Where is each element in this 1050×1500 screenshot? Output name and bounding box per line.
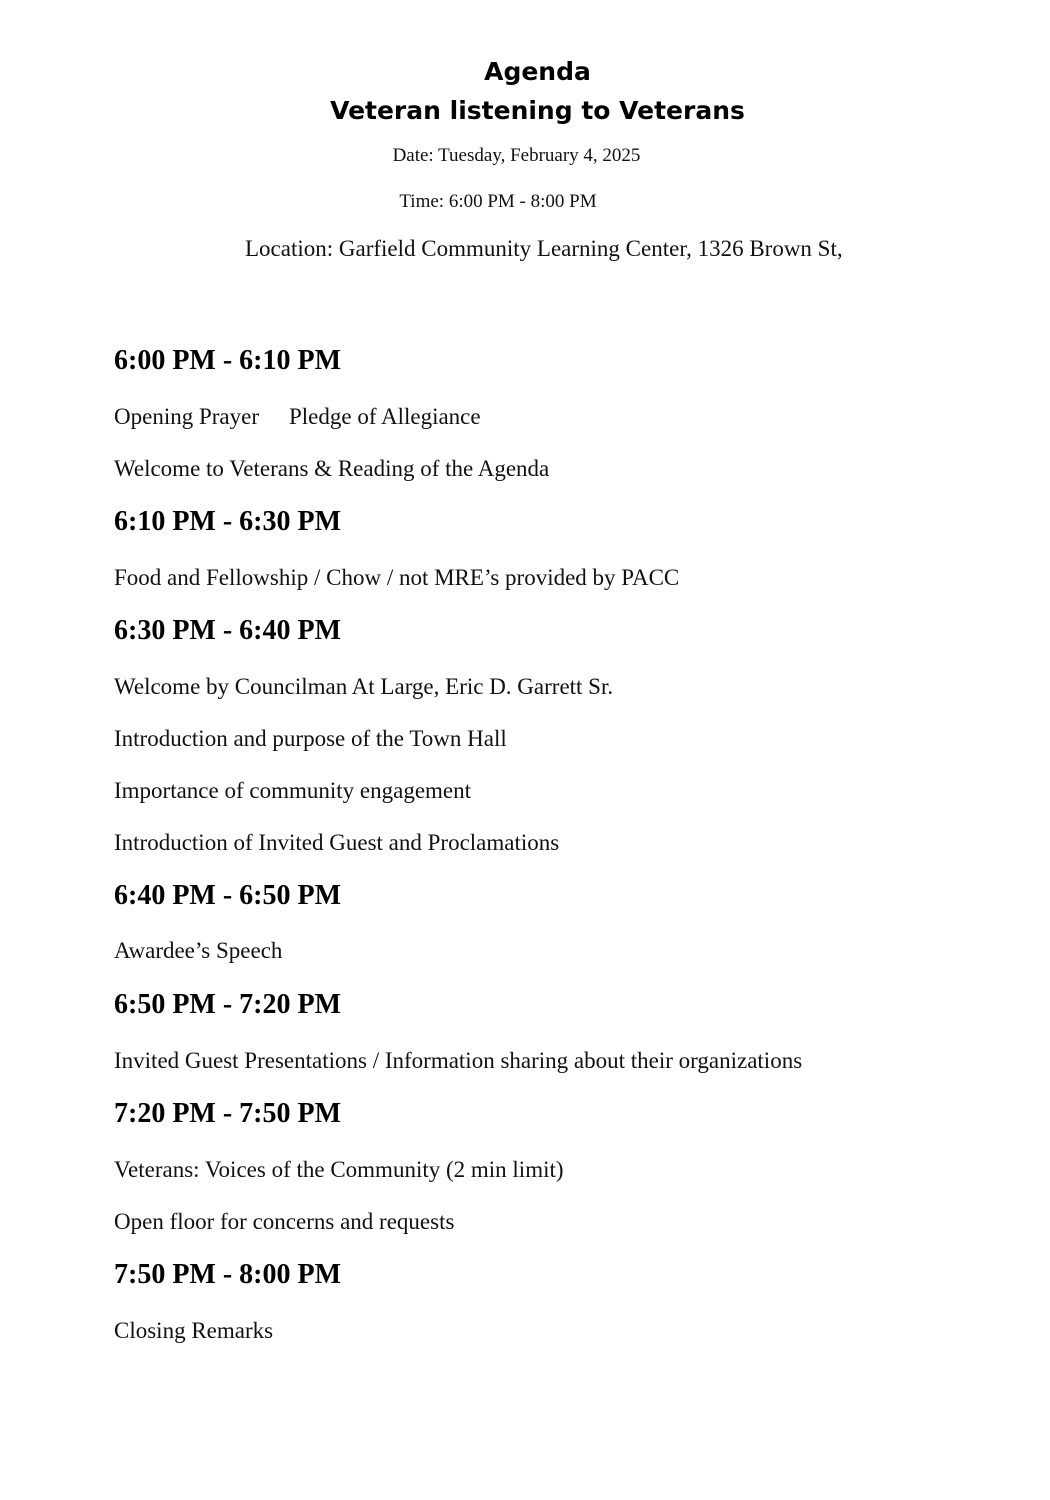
event-date: Date: Tuesday, February 4, 2025 — [392, 145, 641, 166]
agenda-item: Welcome to Veterans & Reading of the Agenda — [114, 456, 550, 481]
agenda-item: Welcome by Councilman At Large, Eric D. Garrett Sr. — [114, 674, 614, 699]
time-slot-heading: 6:30 PM - 6:40 PM — [114, 615, 342, 646]
document-subtitle: Veteran listening to Veterans — [330, 96, 745, 125]
time-slot-heading: 7:20 PM - 7:50 PM — [114, 1098, 342, 1129]
agenda-item: Food and Fellowship / Chow / not MRE’s provided by PACC — [114, 565, 680, 590]
event-time: Time: 6:00 PM - 8:00 PM — [399, 191, 597, 212]
time-slot-heading: 6:50 PM - 7:20 PM — [114, 989, 342, 1020]
agenda-item: Introduction of Invited Guest and Proclamations — [114, 830, 560, 855]
agenda-item: Invited Guest Presentations / Information sharing about their organizations — [114, 1048, 803, 1073]
agenda-item: Awardee’s Speech — [114, 938, 283, 963]
agenda-item: Introduction and purpose of the Town Hall — [114, 726, 507, 751]
time-slot-heading: 7:50 PM - 8:00 PM — [114, 1259, 342, 1290]
agenda-item: Pledge of Allegiance — [289, 404, 481, 429]
time-slot-heading: 6:00 PM - 6:10 PM — [114, 345, 342, 376]
agenda-item: Closing Remarks — [114, 1318, 274, 1343]
agenda-item: Importance of community engagement — [114, 778, 472, 803]
agenda-item: Open floor for concerns and requests — [114, 1209, 455, 1234]
event-location: Location: Garfield Community Learning Center, 1326 Brown St, — [245, 236, 843, 261]
time-slot-heading: 6:10 PM - 6:30 PM — [114, 506, 342, 537]
document-title: Agenda — [484, 57, 591, 86]
agenda-item: Veterans: Voices of the Community (2 min limit) — [114, 1157, 564, 1182]
agenda-item-line — [114, 404, 481, 430]
time-slot-heading: 6:40 PM - 6:50 PM — [114, 880, 342, 911]
agenda-item: Opening Prayer — [114, 404, 259, 429]
